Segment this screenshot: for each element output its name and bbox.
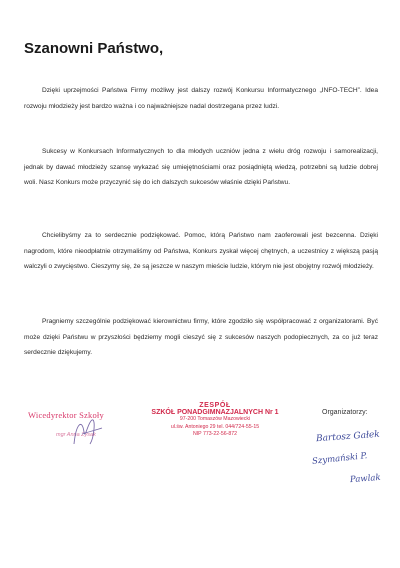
vice-director-stamp — [28, 410, 138, 466]
vice-director-name: mgr Anna Zysak — [56, 432, 96, 438]
letter-paragraph: Pragniemy szczególnie podziękować kierownictwu firmy, które zgodziło się współpracować z organizatorami. Być może dzięki Państwu w przyszłości będziemy mogli cieszyć się z sukcesów naszych podopiecznych, za co już teraz serdecznie dziękujemy. — [24, 318, 378, 356]
organizer-signature: Bartosz Gałek — [315, 429, 381, 445]
school-stamp-nip: NIP 773-22-56-872 — [192, 431, 238, 437]
vice-director-title: Wicedyrektor Szkoły — [28, 410, 104, 420]
vice-director-signature-icon — [68, 414, 108, 450]
organizer-signature: Szymański P. — [311, 451, 368, 467]
organizers-label: Organizatorzy: — [322, 409, 368, 416]
letter-paragraph: Dzięki uprzejmości Państwa Firmy możliwy jest dalszy rozwój Konkursu Informatycznego „INFO-TECH”. Idea rozwoju młodzieży jest bardzo ważna i co najważniejsze nadal dostrzegana przez ludzi. — [24, 87, 378, 110]
school-stamp-address: 97-200 Tomaszów Mazowiecki — [179, 416, 251, 422]
letter-greeting: Szanowni Państwo, — [24, 40, 164, 57]
letter-paragraph: Sukcesy w Konkursach Informatycznych to dla młodych uczniów jedna z wielu dróg rozwoju i samorealizacji, jednak by dawać młodzieży szansę wykazać się umiejętnościami oraz posiądniętą wiedzą, potrzebni są ludzie dobrej woli. Nasz Konkurs może przyczynić się do ich dalszych sukcesów właśnie dzięki Państwu. — [24, 148, 378, 186]
school-stamp — [150, 402, 280, 439]
school-stamp-phone: ul.św. Antoniego 29 tel. 044/724-55-15 — [170, 423, 260, 430]
school-stamp-line1: ZESPÓŁ — [199, 402, 231, 409]
school-stamp-line2: SZKÓŁ PONADGIMNAZJALNYCH Nr 1 — [151, 409, 279, 416]
organizer-signature: Pawlak — [349, 472, 381, 486]
letter-paragraph: Chcielibyśmy za to serdecznie podziękować. Pomoc, którą Państwo nam zaoferowali jest bezcenna. Dzięki nagrodom, które nieodpłatnie otrzymaliśmy od Państwa, Konkurs zyskał więcej chętnych, a uczestnicy z większą pasją walczyli o zwycięstwo. Cieszymy się, że są jeszcze w naszym mieście ludzie, którym nie jest obojętny rozwój młodzieży. — [24, 232, 378, 270]
